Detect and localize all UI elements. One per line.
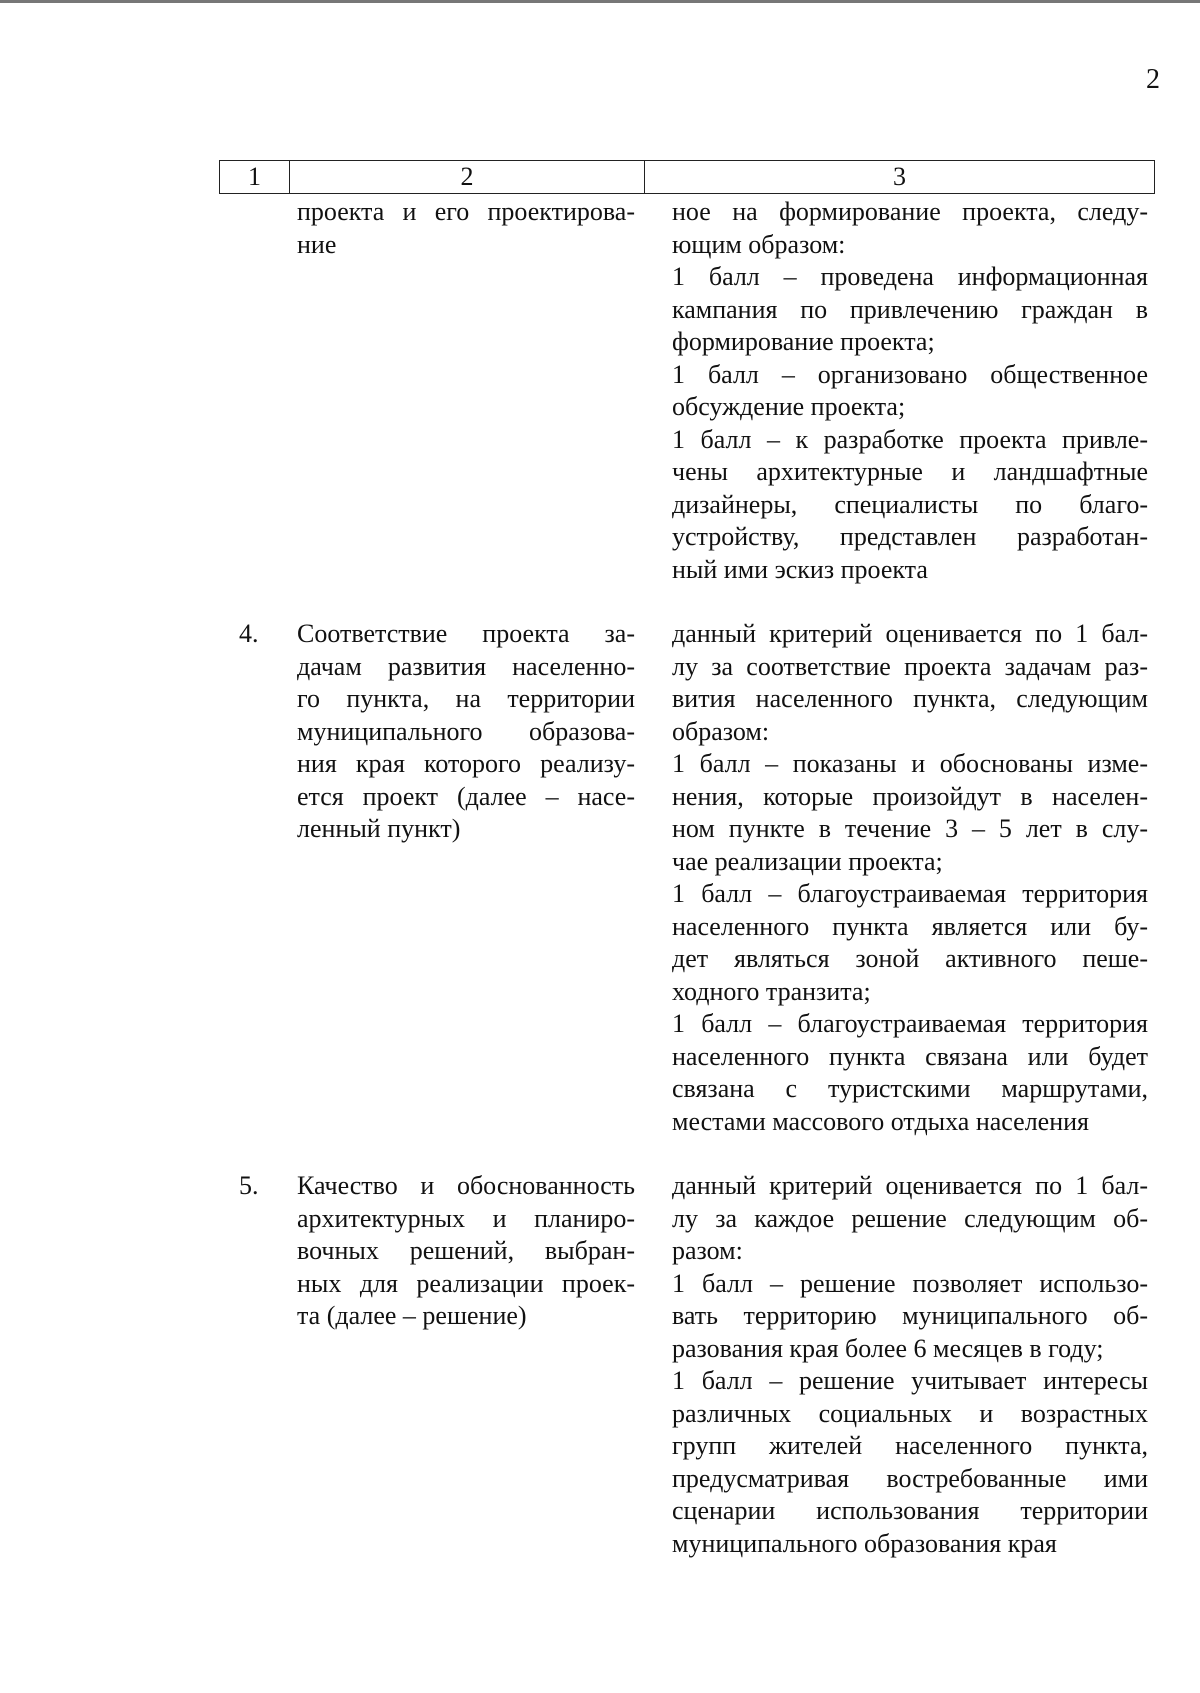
description-line: формирование проекта; [672, 327, 935, 356]
criterion-line: та (далее – решение) [297, 1301, 527, 1330]
description-line: 1 балл – благоустраиваемая территория [672, 1009, 1148, 1038]
column-header-3: 3 [893, 162, 906, 191]
description-line: ный ими эскиз проекта [672, 554, 928, 584]
criterion-line: проекта и его проектирова- [297, 197, 635, 226]
description-line: образом: [672, 716, 770, 746]
criterion-line: ется проект (далее – насе- [297, 781, 635, 811]
criterion-cell [297, 196, 635, 261]
criterion-line: го пункта, на территории [297, 684, 635, 713]
description-line: ющим образом: [672, 229, 846, 259]
description-cell [672, 618, 1148, 1138]
criterion-line: муниципального образова- [297, 716, 635, 746]
top-rule [0, 0, 1200, 3]
criterion-line: ния края которого реализу- [297, 749, 635, 778]
criterion-cell [297, 1170, 635, 1333]
criterion-line: ных для реализации проек- [297, 1268, 635, 1298]
description-line: лу за каждое решение следующим об- [672, 1203, 1148, 1233]
description-line: различных социальных и возрастных [672, 1398, 1148, 1428]
description-cell [672, 196, 1148, 586]
description-line: чае реализации проекта; [672, 846, 943, 876]
column-header-2: 2 [290, 161, 645, 193]
description-line: населенного пункта связана или будет [672, 1041, 1148, 1071]
table-header [219, 160, 1155, 194]
description-line: 1 балл – организовано общественное [672, 359, 1148, 389]
description-line: вать территорию муниципального об- [672, 1301, 1148, 1330]
description-line: разом: [672, 1236, 743, 1265]
criterion-line: Соответствие проекта за- [297, 619, 635, 648]
description-line: муниципального образования края [672, 1528, 1057, 1558]
criterion-cell [297, 618, 635, 846]
row-number: 4. [239, 619, 259, 648]
description-line: дизайнеры, специалисты по благо- [672, 489, 1148, 519]
description-line: местами массового отдыха населения [672, 1106, 1090, 1136]
description-cell [672, 1170, 1148, 1560]
criterion-line: ние [297, 229, 337, 259]
description-line: данный критерий оценивается по 1 бал- [672, 1171, 1148, 1200]
description-line: разования края более 6 месяцев в году; [672, 1333, 1104, 1363]
description-line: групп жителей населенного пункта, [672, 1431, 1148, 1460]
column-header-1: 1 [220, 161, 290, 193]
description-line: 1 балл – благоустраиваемая территория [672, 879, 1148, 908]
description-line: устройству, представлен разработан- [672, 522, 1148, 551]
page-number: 2 [1146, 64, 1160, 95]
description-line: нения, которые произойдут в населен- [672, 781, 1148, 811]
description-line: ходного транзита; [672, 976, 871, 1006]
description-line: вития населенного пункта, следующим [672, 684, 1148, 713]
description-line: 1 балл – решение позволяет использо- [672, 1268, 1148, 1298]
description-line: дет являться зоной активного пеше- [672, 944, 1148, 973]
description-line: населенного пункта является или бу- [672, 911, 1148, 941]
description-line: сценарии использования территории [672, 1496, 1148, 1525]
description-line: 1 балл – к разработке проекта привле- [672, 424, 1148, 454]
criterion-line: Качество и обоснованность [297, 1171, 635, 1200]
description-line: предусматривая востребованные ими [672, 1463, 1148, 1493]
description-line: данный критерий оценивается по 1 бал- [672, 619, 1148, 648]
description-line: 1 балл – решение учитывает интересы [672, 1366, 1148, 1395]
description-line: кампания по привлечению граждан в [672, 294, 1148, 324]
criterion-line: вочных решений, выбран- [297, 1236, 635, 1265]
description-line: обсуждение проекта; [672, 392, 906, 421]
description-line: 1 балл – показаны и обоснованы изме- [672, 749, 1148, 778]
description-line: 1 балл – проведена информационная [672, 262, 1148, 291]
description-line: ное на формирование проекта, следу- [672, 197, 1148, 226]
description-line: связана с туристскими маршрутами, [672, 1074, 1148, 1103]
criterion-line: архитектурных и планиро- [297, 1203, 635, 1233]
description-line: чены архитектурные и ландшафтные [672, 457, 1148, 486]
criterion-line: ленный пункт) [297, 814, 461, 843]
criterion-line: дачам развития населенно- [297, 651, 635, 681]
description-line: лу за соответствие проекта задачам раз- [672, 651, 1148, 681]
description-line: ном пункте в течение 3 – 5 лет в слу- [672, 814, 1148, 843]
row-number: 5. [239, 1171, 259, 1200]
